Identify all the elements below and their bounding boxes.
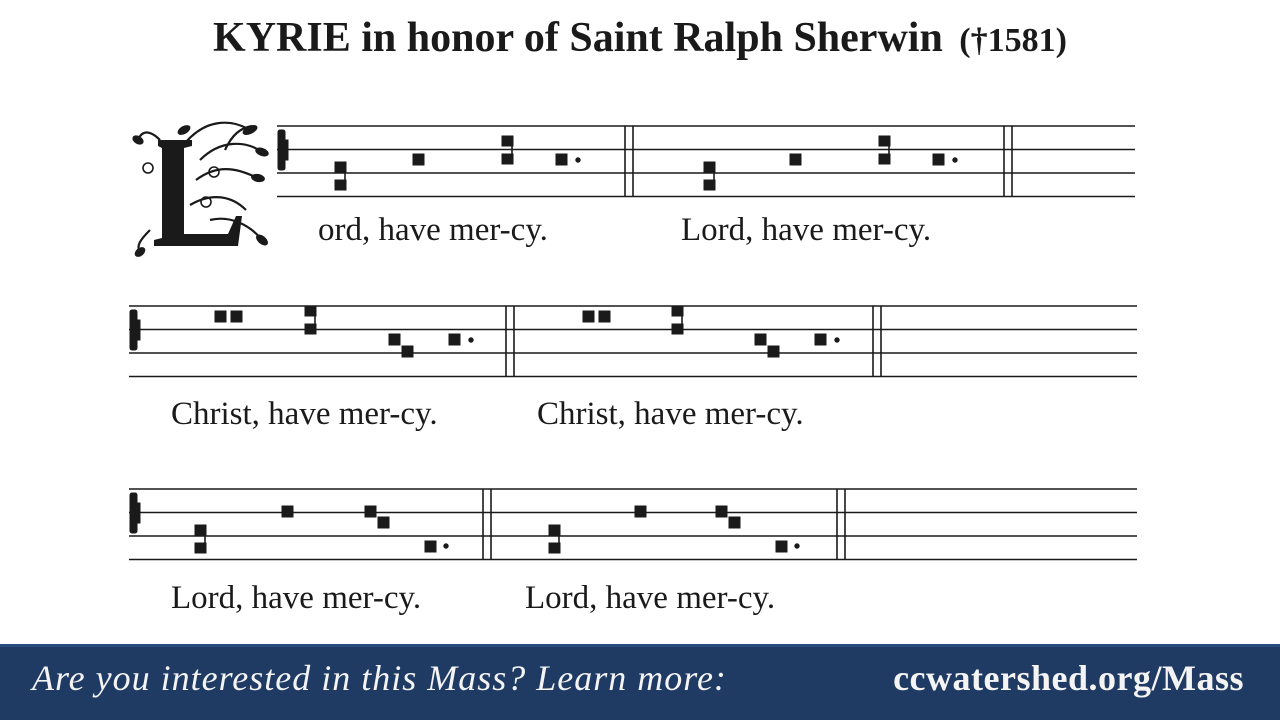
mora-dot-2-b (795, 544, 799, 548)
punctum-2-e (635, 506, 646, 517)
footer-banner (0, 644, 1280, 720)
punctum-1-c (389, 334, 400, 345)
punctum-2-c (378, 517, 389, 528)
lyric-s2-b: Christ, have mer-cy. (537, 396, 804, 432)
punctum-1-j (815, 334, 826, 345)
mora-dot-0-a (576, 158, 580, 162)
footer-link[interactable]: ccwatershed.org/Mass (893, 658, 1244, 698)
punctum-0-c (790, 154, 801, 165)
punctum-2-g (729, 517, 740, 528)
mora-dot-1-a (469, 338, 473, 342)
title-main: KYRIE in honor of Saint Ralph Sherwin (213, 15, 943, 61)
punctum-2-b (365, 506, 376, 517)
lyric-s3-a: Lord, have mer-cy. (171, 580, 422, 616)
punctum-2-a (282, 506, 293, 517)
c-clef-bar-0 (282, 140, 288, 160)
punctum-1-d (402, 346, 413, 357)
lyric-s1-b: Lord, have mer-cy. (681, 212, 932, 248)
mora-dot-2-a (444, 544, 448, 548)
punctum-0-d (933, 154, 944, 165)
c-clef-bar-2 (134, 503, 140, 523)
punctum-1-e (449, 334, 460, 345)
c-clef-bar-1 (134, 320, 140, 340)
punctum-0-a (413, 154, 424, 165)
punctum-1-i (768, 346, 779, 357)
punctum-1-g (599, 311, 610, 322)
ornamental-initial-icon (131, 123, 270, 259)
punctum-2-d (425, 541, 436, 552)
punctum-1-a (215, 311, 226, 322)
punctum-1-f (583, 311, 594, 322)
lyric-s3-b: Lord, have mer-cy. (525, 580, 776, 616)
title-date: (†1581) (959, 22, 1067, 59)
punctum-0-b (556, 154, 567, 165)
punctum-1-b (231, 311, 242, 322)
punctum-2-h (776, 541, 787, 552)
punctum-1-h (755, 334, 766, 345)
lyric-s2-a: Christ, have mer-cy. (171, 396, 438, 432)
lyric-s1-a: ord, have mer-cy. (318, 212, 548, 248)
mora-dot-1-b (835, 338, 839, 342)
mora-dot-0-b (953, 158, 957, 162)
punctum-2-f (716, 506, 727, 517)
footer-question: Are you interested in this Mass? Learn more: (32, 658, 727, 698)
